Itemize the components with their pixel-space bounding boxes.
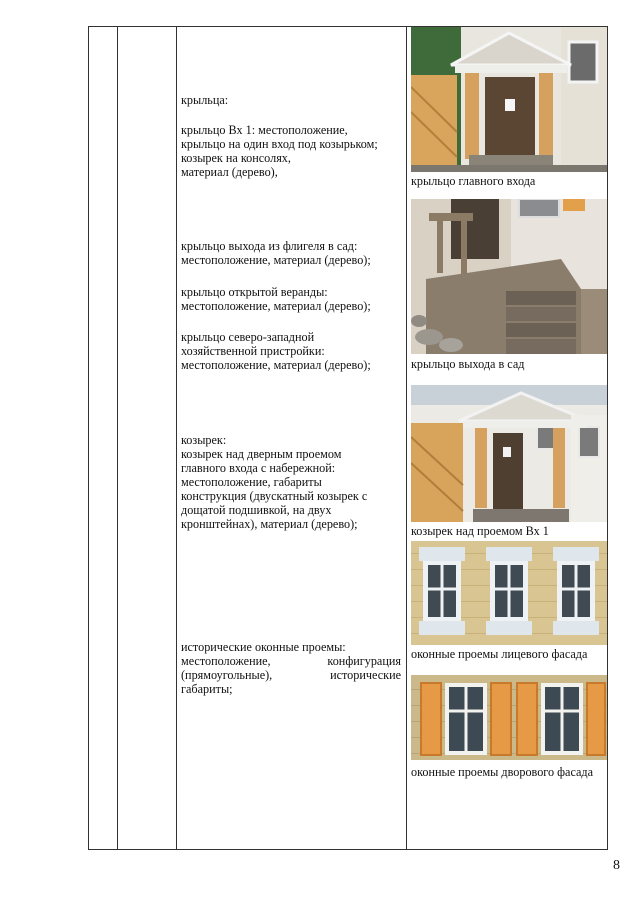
garden-exit-photo bbox=[411, 199, 607, 354]
column-divider-1 bbox=[117, 27, 118, 849]
page-number: 8 bbox=[613, 858, 620, 873]
main-entrance-caption: крыльцо главного входа bbox=[411, 174, 536, 188]
front-windows-photo bbox=[411, 541, 607, 645]
photo-column bbox=[407, 27, 608, 849]
canopy-caption: козырек над проемом Вх 1 bbox=[411, 524, 549, 538]
garden-exit-caption: крыльцо выхода в сад bbox=[411, 357, 525, 371]
yard-windows-caption: оконные проемы дворового фасада bbox=[411, 765, 594, 779]
document-table: крыльца: крыльцо Вх 1: местоположение, крыльцо на один вход под козырьком; козырек на консолях, материал (дерево), крыльцо выхода из флигеля в сад: местоположение, материал (дерево); крыльцо открытой веранды: местоположение, материал (дерево); крыльцо северо-западной хозяйственной пристройки: местоположение, материал (дерево); козырек: козырек над дверным проемом главного входа с набережной: местоположение, габариты конструкция (двускатный козырек с дощатой подшивкой, на двух кронштейнах), материал (дерево); исторические оконные проемы: местоположение, конфигурация (прямоугольные), исторические габариты; крыльцо главного входа крыльцо выхода в сад козырек над проемом Вх 1 оконные проемы лицевого фасада оконные проемы дворового фасада bbox=[88, 26, 608, 850]
canopy-photo bbox=[411, 385, 607, 522]
porches-heading: крыльца: bbox=[181, 93, 229, 107]
yard-windows-photo bbox=[411, 675, 607, 760]
column-divider-2 bbox=[176, 27, 177, 849]
main-entrance-photo bbox=[411, 27, 607, 172]
front-windows-caption: оконные проемы лицевого фасада bbox=[411, 647, 588, 661]
